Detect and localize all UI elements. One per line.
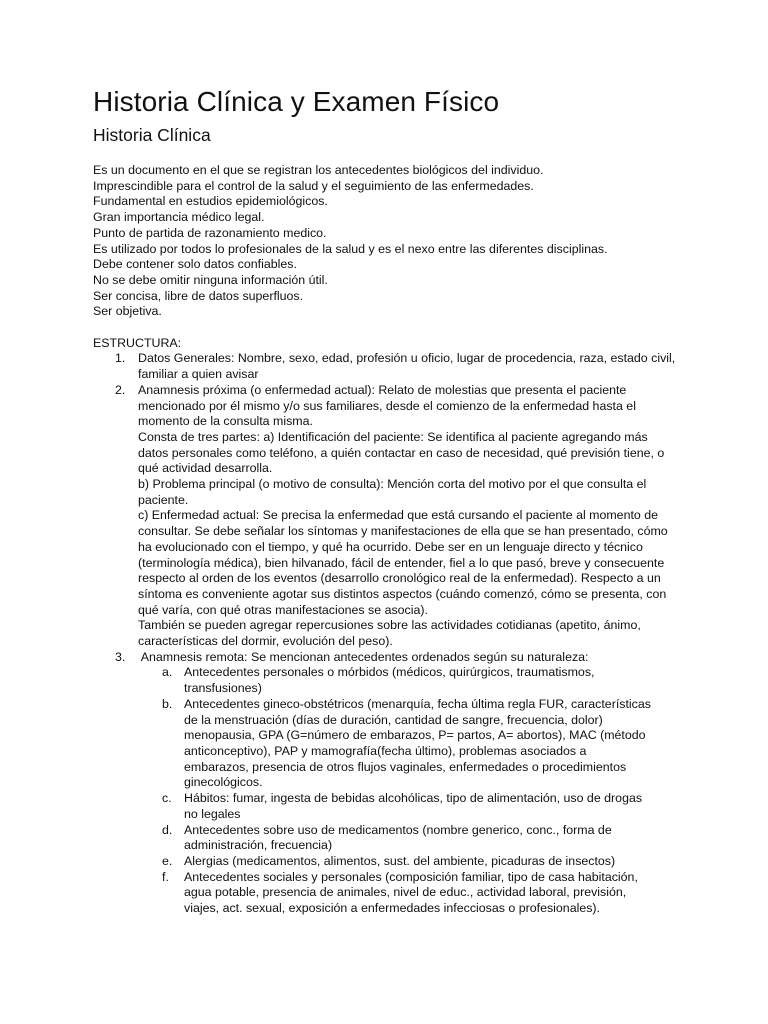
intro-line: Es utilizado por todos lo profesionales de la salud y es el nexo entre las diferentes disciplinas.: [93, 241, 608, 256]
document-title: Historia Clínica y Examen Físico: [93, 86, 500, 117]
intro-line: Ser concisa, libre de datos superfluos.: [93, 288, 304, 303]
sub-list-item: [138, 854, 693, 870]
sub-item-letter: a.: [162, 665, 173, 680]
sub-item-text: Antecedentes personales o mórbidos (médicos, quirúrgicos, traumatismos, transfusiones): [184, 665, 595, 696]
item-paragraph: Anamnesis remota: Se mencionan antecedentes ordenados según su naturaleza:: [138, 649, 589, 664]
intro-line: Ser objetiva.: [93, 304, 162, 319]
structure-list: [93, 351, 693, 916]
sub-item-text: Alergias (medicamentos, alimentos, sust. del ambiente, picaduras de insectos): [184, 853, 616, 868]
sub-list-item: [138, 791, 693, 822]
item-paragraph: c) Enfermedad actual: Se precisa la enfermedad que está cursando el paciente al momento de consultar. Se debe señalar los síntomas y manifestaciones de ella que se han presentado, cómo ha evolucionado con el tiempo, y qué ha ocurrido. Debe ser en un lenguaje directo y técnico (terminología médica), bien hilvanado, fácil de entender, fiel a lo que pasó, breve y consecuente respecto al orden de los eventos (desarrollo cronológico real de la enfermedad). Respecto a un síntoma es conveniente agotar sus distintos aspectos (cuándo comenzó, cómo se presenta, con qué varía, con qué otras manifestaciones se asocia).: [138, 508, 668, 617]
intro-line: Punto de partida de razonamiento medico.: [93, 225, 327, 240]
sub-item-text: Antecedentes sociales y personales (composición familiar, tipo de casa habitación, agua potable, presencia de animales, nivel de educ., actividad laboral, previsión, viajes, act. sexual, exposición a enfermedades infecciosas o profesionales).: [184, 869, 638, 916]
intro-line: No se debe omitir ninguna información útil.: [93, 272, 328, 287]
sub-list: [138, 665, 693, 916]
intro-line: Fundamental en estudios epidemiológicos.: [93, 194, 328, 209]
item-paragraph: b) Problema principal (o motivo de consulta): Mención corta del motivo por el que consulta el paciente.: [138, 477, 647, 507]
item-number: 1.: [115, 351, 126, 366]
sub-item-text: Hábitos: fumar, ingesta de bebidas alcohólicas, tipo de alimentación, uso de drogas no legales: [184, 791, 643, 821]
item-number: 3.: [115, 649, 126, 664]
document-body: [93, 163, 693, 917]
item-paragraph: Datos Generales: Nombre, sexo, edad, profesión u oficio, lugar de procedencia, raza, estado civil, familiar a quien avisar: [138, 351, 676, 382]
section-heading: Historia Clínica: [93, 125, 211, 145]
sub-item-letter: b.: [162, 696, 173, 711]
sub-item-text: Antecedentes sobre uso de medicamentos (nombre generico, conc., forma de administración, frecuencia): [184, 822, 612, 853]
sub-list-item: [138, 697, 693, 791]
item-number: 2.: [115, 382, 126, 397]
sub-item-text: Antecedentes gineco-obstétricos (menarquía, fecha última regla FUR, características de la menstruación (días de duración, cantidad de sangre, frecuencia, dolor) menopausia, GPA (G=número de embarazos, P= partos, A= abortos), MAC (método anticonceptivo), PAP y mamografía(fecha último), problemas asociados a embarazos, presencia de otros flujos vaginales, enfermedades o procedimientos ginecológicos.: [184, 696, 651, 790]
intro-block: [93, 163, 693, 320]
intro-line: Gran importancia médico legal.: [93, 210, 265, 225]
sub-item-letter: f.: [162, 869, 169, 884]
item-paragraph: Consta de tres partes: a) Identificación del paciente: Se identifica al paciente agregando más datos personales como teléfono, a quién contactar en caso de necesidad, qué previsión tiene, o qué actividad desarrolla.: [138, 429, 665, 476]
intro-line: Imprescindible para el control de la salud y el seguimiento de las enfermedades.: [93, 178, 534, 193]
structure-label: ESTRUCTURA:: [93, 335, 182, 350]
item-paragraph: Anamnesis próxima (o enfermedad actual): Relato de molestias que presenta el paciente mencionado por él mismo y/o sus familiares, desde el comienzo de la enfermedad hasta el momento de la consulta misma.: [138, 382, 636, 429]
intro-line: Es un documento en el que se registran los antecedentes biológicos del individuo.: [93, 163, 544, 177]
list-item: [93, 351, 693, 382]
list-item: [93, 383, 693, 650]
item-paragraph: También se pueden agregar repercusiones sobre las actividades cotidianas (apetito, ánimo, características del dormir, evolución del peso).: [138, 618, 641, 649]
sub-item-letter: d.: [162, 822, 173, 837]
sub-list-item: [138, 823, 693, 854]
sub-list-item: [138, 870, 693, 917]
sub-list-item: [138, 665, 693, 696]
intro-line: Debe contener solo datos confiables.: [93, 257, 297, 272]
sub-item-letter: e.: [162, 853, 173, 868]
list-item: [93, 650, 693, 917]
sub-item-letter: c.: [162, 791, 172, 806]
